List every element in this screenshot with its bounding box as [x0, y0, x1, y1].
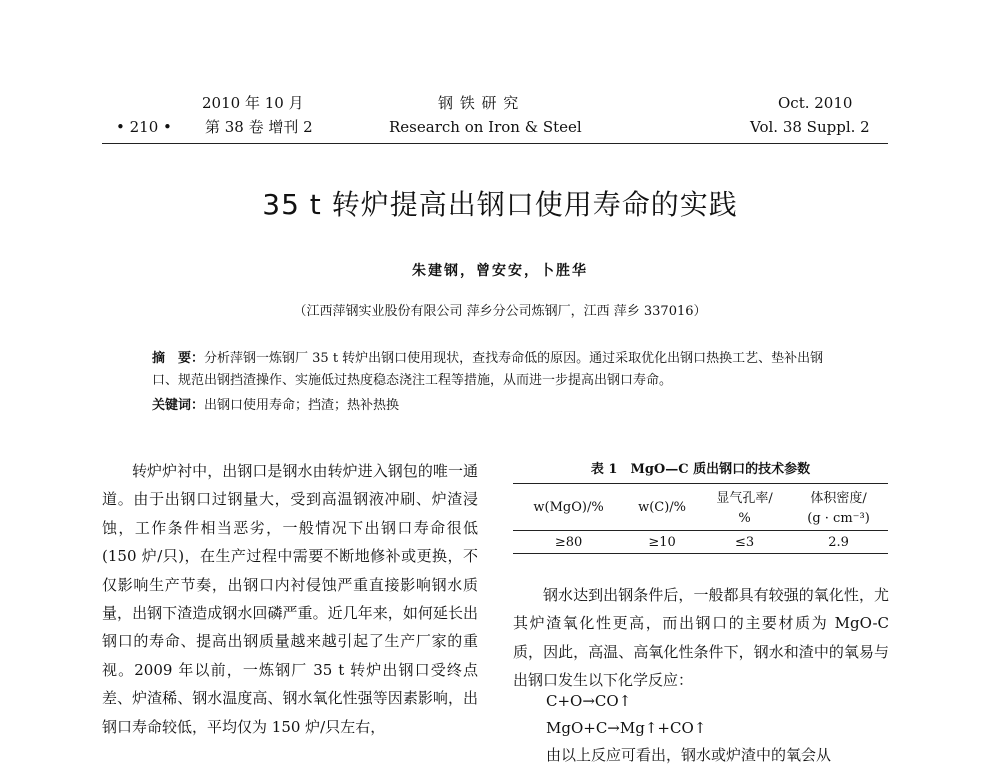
header-date-cn: 2010 年 10 月: [202, 94, 304, 112]
table-caption: 表 1 MgO—C 质出钢口的技术参数: [590, 462, 811, 477]
page-number: • 210 •: [116, 118, 172, 136]
body-left-column: [102, 457, 478, 741]
table-header-row: [513, 484, 888, 507]
table-cell: ≥10: [648, 534, 676, 550]
table-header-cell: w(C)/%: [638, 499, 687, 515]
equation: MgO+C→Mg↑+CO↑: [546, 719, 707, 737]
keywords-text: 出钢口使用寿命；挡渣；热补热换: [204, 398, 400, 413]
abstract-text: 分析萍钢一炼钢厂 35 t 转炉出钢口使用现状，查找寿命低的原因。通过采取优化出钢口热换工艺、垫补出钢口、规范出钢挡渣操作、实施低过热度稳态浇注工程等措施，从而进一步提高出钢口寿命。: [152, 351, 824, 388]
table-cell: 2.9: [828, 534, 849, 550]
authors: 朱建钢，曾安安，卜胜华: [412, 263, 588, 279]
body-last-line: 由以上反应可看出，钢水或炉渣中的氧会从: [546, 746, 832, 764]
abstract: [152, 348, 842, 392]
table-cell: ≥80: [554, 534, 583, 550]
spec-table: [513, 483, 888, 554]
journal-title-en: Research on Iron & Steel: [389, 118, 582, 136]
table-header-cell: 体积密度/: [810, 491, 867, 506]
table-header-unit: %: [738, 510, 751, 526]
keywords: [152, 395, 842, 417]
header-volume-en: Vol. 38 Suppl. 2: [750, 118, 870, 136]
table-header-unit: (g · cm⁻³): [807, 510, 870, 526]
header-volume-cn: 第 38 卷 增刊 2: [205, 118, 313, 136]
equation: C+O→CO↑: [546, 692, 632, 710]
header-rule: [102, 143, 888, 144]
keywords-label: 关键词：: [152, 398, 205, 413]
paper-title: 35 t 转炉提高出钢口使用寿命的实践: [262, 188, 738, 221]
table-cell: ≤3: [734, 534, 755, 550]
table-header-cell: 显气孔率/: [716, 491, 773, 506]
table-header-cell: w(MgO)/%: [533, 499, 604, 515]
affiliation: （江西萍钢实业股份有限公司 萍乡分公司炼钢厂，江西 萍乡 337016）: [293, 304, 707, 319]
body-paragraph: 钢水达到出钢条件后，一般都具有较强的氧化性，尤其炉渣氧化性更高，而出钢口的主要材质为 MgO-C 质，因此，高温、高氧化性条件下，钢水和渣中的氧易与出钢口发生以下化学反应：: [513, 586, 889, 690]
table-row: [513, 531, 888, 554]
body-paragraph: 转炉炉衬中，出钢口是钢水由转炉进入钢包的唯一通道。由于出钢口过钢量大，受到高温钢液冲刷、炉渣浸蚀，工作条件相当恶劣，一般情况下出钢口寿命很低(150 炉/只)，在生产过程中需要不断地修补或更换，不仅影响生产节奏，出钢口内衬侵蚀严重直接影响钢水质量，出钢下渣造成钢水回磷严重。近几年来，如何延长出钢口的寿命、提高出钢质量越来越引起了生产厂家的重视。2009 年以前，一炼钢厂 35 t 转炉出钢口受终点差、炉渣稀、钢水温度高、钢水氧化性强等因素影响，出钢口寿命较低，平均仅为 150 炉/只左右，: [102, 462, 478, 736]
journal-title-cn: 钢 铁 研 究: [438, 94, 520, 112]
abstract-label: 摘 要：: [152, 351, 205, 366]
header-date-en: Oct. 2010: [778, 94, 853, 112]
body-right-column: [513, 581, 889, 695]
